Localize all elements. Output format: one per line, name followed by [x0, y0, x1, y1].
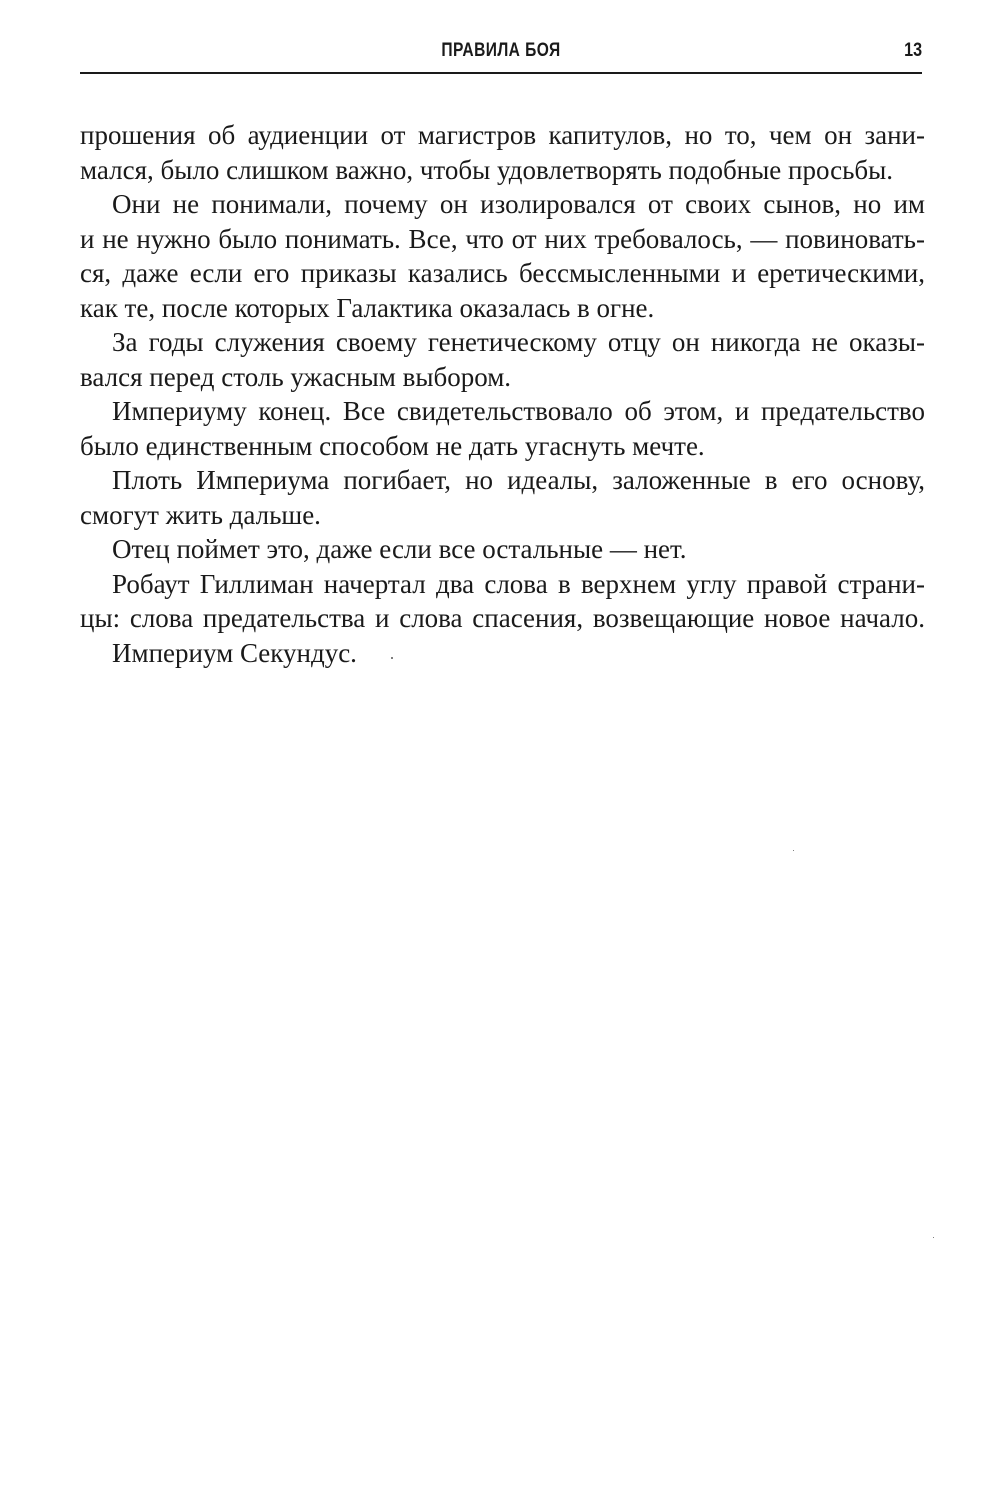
paragraph	[80, 463, 925, 532]
text-line: цы: слова предательства и слова спасения, возвещающие новое начало.	[80, 603, 925, 633]
page-number: 13	[904, 40, 922, 61]
text-line: смогут жить дальше.	[80, 499, 321, 530]
text-line: вался перед столь ужасным выбором.	[80, 361, 512, 392]
text-line: Империуму конец. Все свидетельствовало об этом, и предательство	[112, 396, 925, 426]
print-speck	[933, 1237, 934, 1238]
text-line: было единственным способом не дать угаснуть мечте.	[80, 430, 705, 461]
paragraph	[80, 532, 925, 567]
text-line: За годы служения своему генетическому отцу он никогда не оказы-	[112, 327, 925, 357]
paragraph	[80, 187, 925, 325]
paragraph	[80, 636, 925, 671]
text-line: мался, было слишком важно, чтобы удовлетворять подобные просьбы.	[80, 154, 894, 185]
text-line: ся, даже если его приказы казались бессмысленными и еретическими,	[80, 258, 925, 288]
text-line: Робаут Гиллиман начертал два слова в верхнем углу правой страни-	[112, 568, 925, 599]
text-line: прошения об аудиенции от магистров капитулов, но то, чем он зани-	[80, 120, 925, 150]
paragraph	[80, 325, 925, 394]
text-line: Плоть Империума погибает, но идеалы, заложенные в его основу,	[112, 465, 925, 495]
text-line: как те, после которых Галактика оказалась в огне.	[80, 292, 655, 323]
text-line: Отец поймет это, даже если все остальные — нет.	[112, 534, 687, 564]
text-line: Империум Секундус.	[112, 637, 357, 668]
paragraph	[80, 567, 925, 636]
running-header	[80, 36, 922, 74]
text-line: и не нужно было понимать. Все, что от них требовалось, — повиновать-	[80, 223, 925, 254]
text-line: Они не понимали, почему он изолировался от своих сынов, но им	[112, 189, 925, 219]
print-speck	[391, 657, 393, 659]
print-speck	[793, 850, 794, 851]
running-title: ПРАВИЛА БОЯ	[441, 40, 561, 61]
paragraph	[80, 118, 925, 187]
text-body	[80, 118, 925, 670]
paragraph	[80, 394, 925, 463]
